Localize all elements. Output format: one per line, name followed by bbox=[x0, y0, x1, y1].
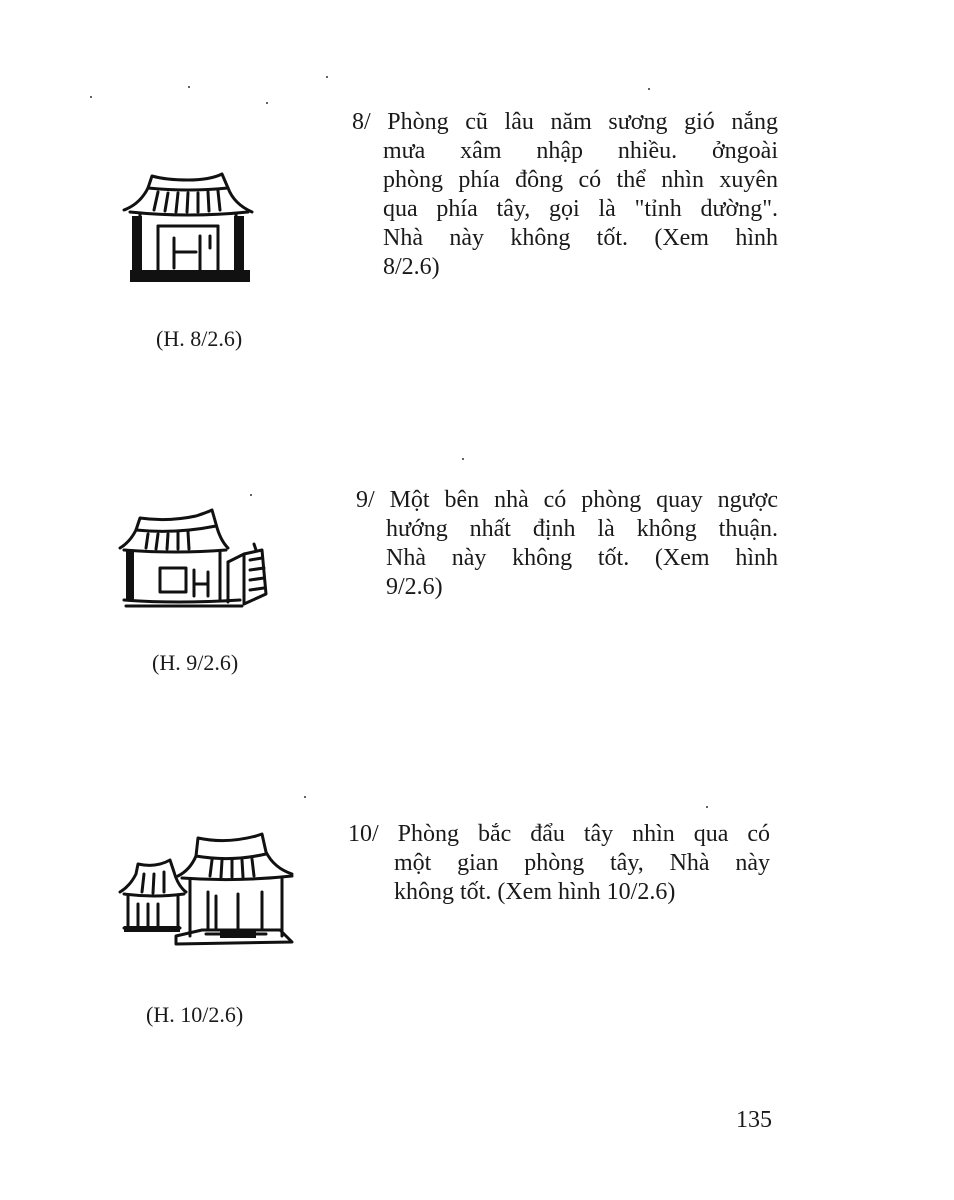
entry-9-number: 9/ bbox=[356, 487, 375, 513]
house-illustration-8 bbox=[118, 166, 258, 290]
entry-8-text bbox=[352, 108, 778, 282]
scan-speck bbox=[304, 796, 306, 798]
house-drawing-icon bbox=[116, 830, 296, 950]
entry-8-line-1-text: Phòng cũ lâu năm sương gió nắng bbox=[387, 109, 779, 135]
entry-9-line-1-text: Một bên nhà có phòng quay ngược bbox=[389, 487, 779, 513]
entry-10-text bbox=[348, 820, 770, 907]
figure-10-caption: (H. 10/2.6) bbox=[146, 1002, 244, 1027]
figure-8-caption: (H. 8/2.6) bbox=[156, 326, 243, 351]
house-illustration-9 bbox=[116, 506, 276, 610]
entry-10-line-1-text: Phòng bắc đẩu tây nhìn qua có bbox=[397, 821, 770, 847]
entry-10-line-3: không tốt. (Xem hình 10/2.6) bbox=[394, 879, 676, 905]
scan-speck bbox=[706, 806, 708, 808]
scan-speck bbox=[250, 494, 252, 496]
entry-9-text bbox=[356, 486, 778, 602]
scan-speck bbox=[326, 76, 328, 78]
entry-8-number: 8/ bbox=[352, 109, 371, 135]
entry-10-line-1 bbox=[348, 820, 770, 849]
scan-speck bbox=[462, 458, 464, 460]
house-drawing-icon bbox=[116, 506, 276, 610]
entry-10-number: 10/ bbox=[348, 821, 379, 847]
entry-8-line-1 bbox=[352, 108, 778, 137]
figure-9-caption: (H. 9/2.6) bbox=[152, 650, 239, 675]
entry-8-line-2: mưa xâm nhập nhiều. ởngoài bbox=[383, 138, 778, 164]
entry-9-line-4: 9/2.6) bbox=[386, 574, 443, 600]
house-drawing-icon bbox=[118, 166, 258, 290]
scan-speck bbox=[188, 86, 190, 88]
entry-8-line-3: phòng phía đông có thể nhìn xuyên bbox=[383, 167, 778, 193]
scan-speck bbox=[648, 88, 650, 90]
scan-speck bbox=[266, 102, 268, 104]
entry-9-line-1 bbox=[356, 486, 778, 515]
entry-8-line-4: qua phía tây, gọi là "tỉnh dường". bbox=[383, 196, 778, 222]
scan-speck bbox=[90, 96, 92, 98]
page-number: 135 bbox=[736, 1107, 772, 1133]
entry-8-line-6: 8/2.6) bbox=[383, 254, 440, 280]
entry-10-line-2: một gian phòng tây, Nhà này bbox=[394, 850, 770, 876]
entry-9-line-2: hướng nhất định là không thuận. bbox=[386, 516, 778, 542]
entry-8-line-5: Nhà này không tốt. (Xem hình bbox=[383, 225, 778, 251]
house-illustration-10 bbox=[116, 830, 296, 950]
entry-9-line-3: Nhà này không tốt. (Xem hình bbox=[386, 545, 778, 571]
